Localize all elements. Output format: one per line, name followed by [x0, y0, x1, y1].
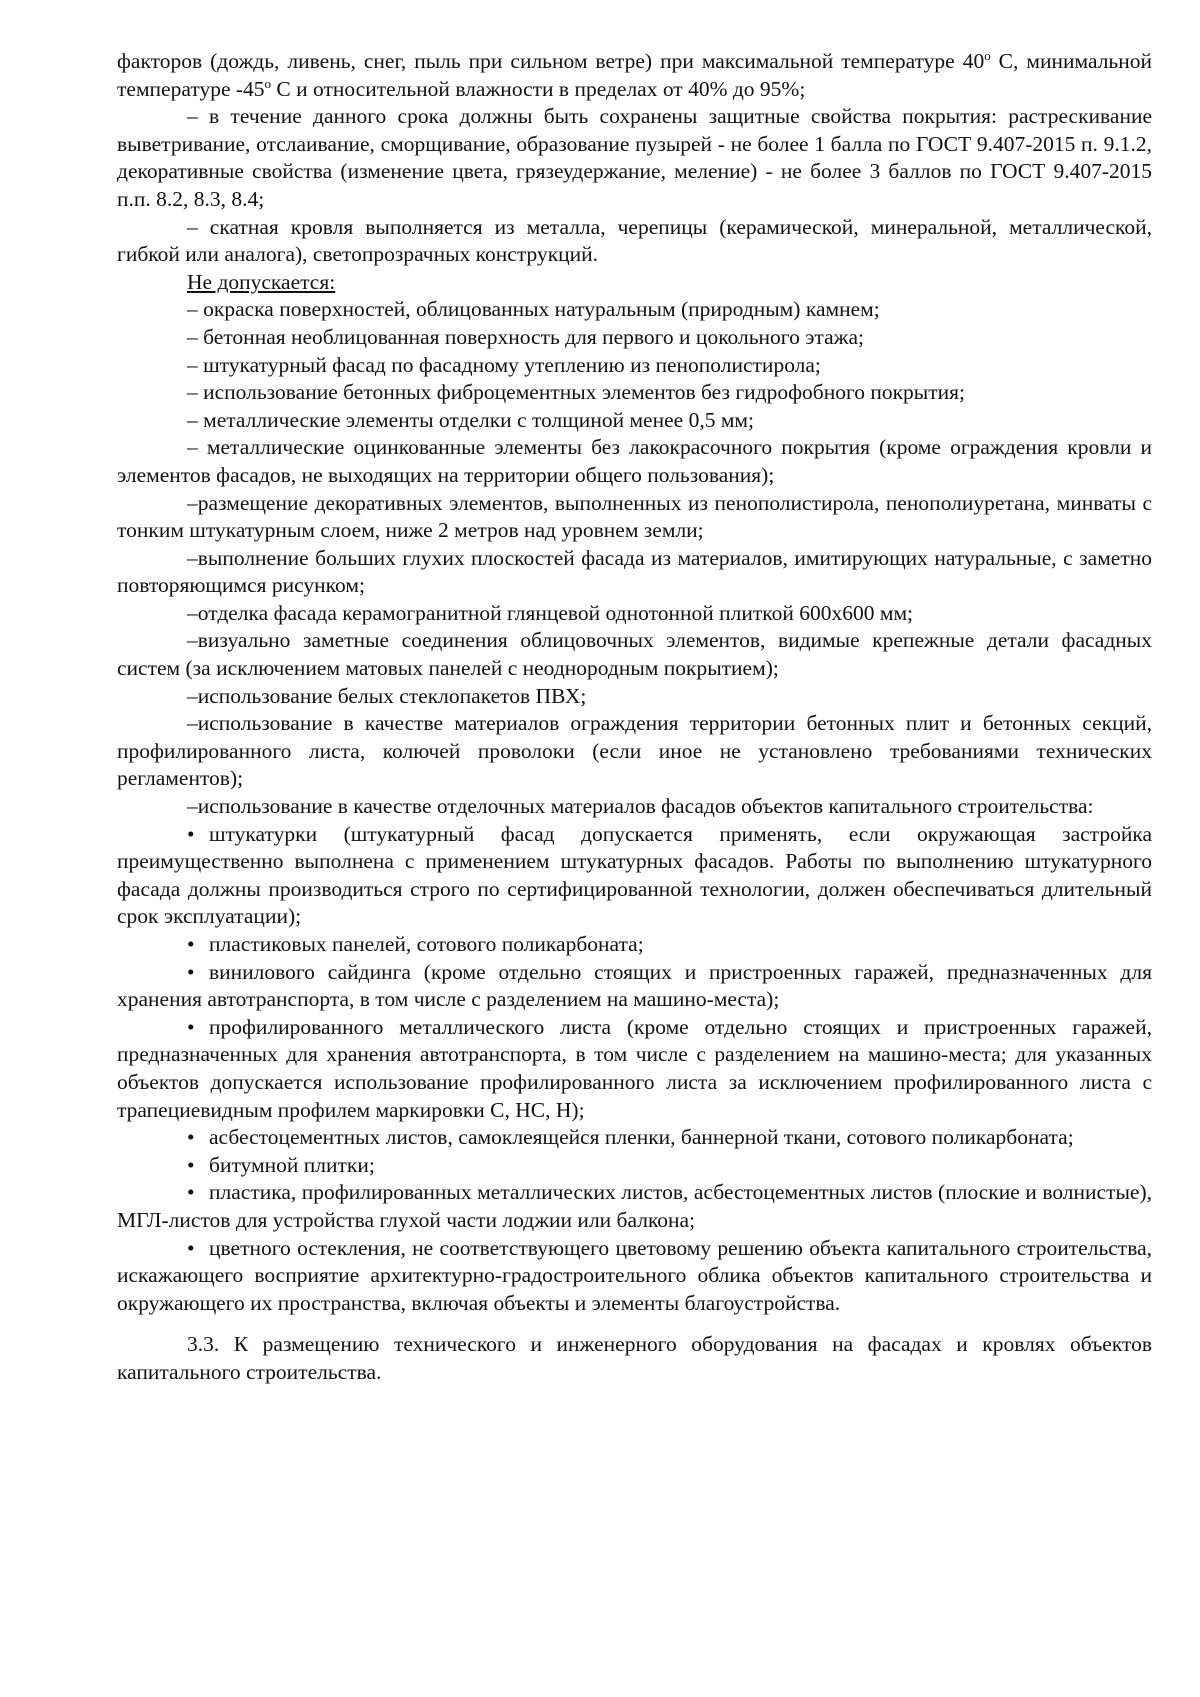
bullet-text: пластиковых панелей, сотового поликарбоната; [209, 932, 644, 956]
degree-superscript: о [984, 47, 991, 63]
paragraph: – скатная кровля выполняется из металла, черепицы (керамической, минеральной, металлической, гибкой или аналога), светопрозрачных конструкций. [117, 214, 1152, 267]
bullet-icon: • [187, 1180, 195, 1205]
bullet-list-item [117, 1179, 1152, 1234]
list-item: – использование бетонных фиброцементных элементов без гидрофобного покрытия; [187, 380, 966, 405]
paragraph: –использование белых стеклопакетов ПВХ; [187, 683, 587, 708]
paragraph: –использование в качестве материалов ограждения территории бетонных плит и бетонных секций, профилированного листа, колючей проволоки (если иное не установлено требованиями технических регламентов); [117, 711, 1152, 791]
document-page [117, 48, 1152, 1387]
paragraph: – металлические оцинкованные элементы без лакокрасочного покрытия (кроме ограждения кровли и элементов фасадов, не выходящих на территории общего пользования); [117, 435, 1152, 487]
paragraph [117, 48, 1152, 103]
list-item: – бетонная необлицованная поверхность для первого и цокольного этажа; [187, 324, 865, 349]
bullet-icon: • [187, 821, 195, 846]
bullet-text: пластика, профилированных металлических листов, асбестоцементных листов (плоские и волнистые), МГЛ-листов для устройства глухой части лоджии или балкона; [117, 1180, 1152, 1232]
bullet-list-item [117, 821, 1152, 931]
paragraph: – в течение данного срока должны быть сохранены защитные свойства покрытия: растрескивание выветривание, отслаивание, сморщивание, образование пузырей - не более 1 балла по ГОСТ 9.407-2015 п. 9.1.2, декоративные свойства (изменение цвета, грязеудержание, меление) - не более 3 баллов по ГОСТ 9.407-2015 п.п. 8.2, 8.3, 8.4; [117, 104, 1152, 211]
bullet-icon: • [187, 1014, 195, 1039]
paragraph: –визуально заметные соединения облицовочных элементов, видимые крепежные детали фасадных систем (за исключением матовых панелей с неоднородным покрытием); [117, 628, 1152, 681]
paragraph: 3.3. К размещению технического и инженерного оборудования на фасадах и кровлях объектов капитального строительства. [117, 1332, 1152, 1384]
bullet-text: профилированного металлического листа (кроме отдельно стоящих и пристроенных гаражей, предназначенных для хранения автотранспорта, в том числе с разделением на машино-места; для указанных объектов допускается использование профилированного листа за исключением профилированного листа с трапециевидным профилем маркировки С, НС, Н); [117, 1014, 1152, 1122]
degree-superscript: о [264, 75, 272, 91]
bullet-list-item [117, 1235, 1152, 1318]
list-item: – штукатурный фасад по фасадному утеплению из пенополистирола; [187, 352, 821, 377]
bullet-icon: • [187, 959, 195, 984]
bullet-list-item [117, 1152, 1152, 1180]
bullet-text: асбестоцементных листов, самоклеящейся пленки, баннерной ткани, сотового поликарбоната; [209, 1125, 1074, 1150]
section-heading: Не допускается: [187, 269, 336, 294]
text-run: С и относительной влажности в пределах от 40% до 95%; [271, 76, 806, 101]
bullet-list-item [117, 931, 1152, 959]
list-item: – окраска поверхностей, облицованных натуральным (природным) камнем; [187, 297, 880, 322]
bullet-icon: • [187, 1235, 195, 1260]
bullet-text: штукатурки (штукатурный фасад допускается применять, если окружающая застройка преимущественно выполнена с применением штукатурных фасадов. Работы по выполнению штукатурного фасада должны производиться строго по сертифицированной технологии, должен обеспечиваться длительный срок эксплуатации); [117, 821, 1152, 929]
bullet-icon: • [187, 932, 195, 956]
bullet-text: винилового сайдинга (кроме отдельно стоящих и пристроенных гаражей, предназначенных для хранения автотранспорта, в том числе с разделением на машино-места); [117, 959, 1152, 1012]
bullet-text: цветного остекления, не соответствующего цветовому решению объекта капитального строительства, искажающего восприятие архитектурно-градостроительного облика объектов капитального строительства и окружающего их пространства, включая объекты и элементы благоустройства. [117, 1235, 1152, 1315]
bullet-icon: • [187, 1125, 195, 1150]
bullet-list-item [117, 959, 1152, 1014]
bullet-text: битумной плитки; [209, 1152, 375, 1177]
text-run: факторов (дождь, ливень, снег, пыль при сильном ветре) при максимальной температуре 40 [117, 49, 985, 73]
paragraph: –использование в качестве отделочных материалов фасадов объектов капитального строительства: [187, 794, 1094, 819]
paragraph: –размещение декоративных элементов, выполненных из пенополистирола, пенополиуретана, минваты с тонким штукатурным слоем, ниже 2 метров над уровнем земли; [117, 490, 1152, 543]
paragraph: –отделка фасада керамогранитной глянцевой однотонной плиткой 600х600 мм; [187, 600, 914, 625]
bullet-icon: • [187, 1152, 195, 1177]
paragraph: –выполнение больших глухих плоскостей фасада из материалов, имитирующих натуральные, с заметно повторяющимся рисунком; [117, 545, 1152, 598]
list-item: – металлические элементы отделки с толщиной менее 0,5 мм; [187, 407, 754, 432]
bullet-list-item [117, 1014, 1152, 1124]
text-run: С, минимальной температуре -45 [117, 49, 1152, 101]
bullet-list-item [117, 1124, 1152, 1152]
